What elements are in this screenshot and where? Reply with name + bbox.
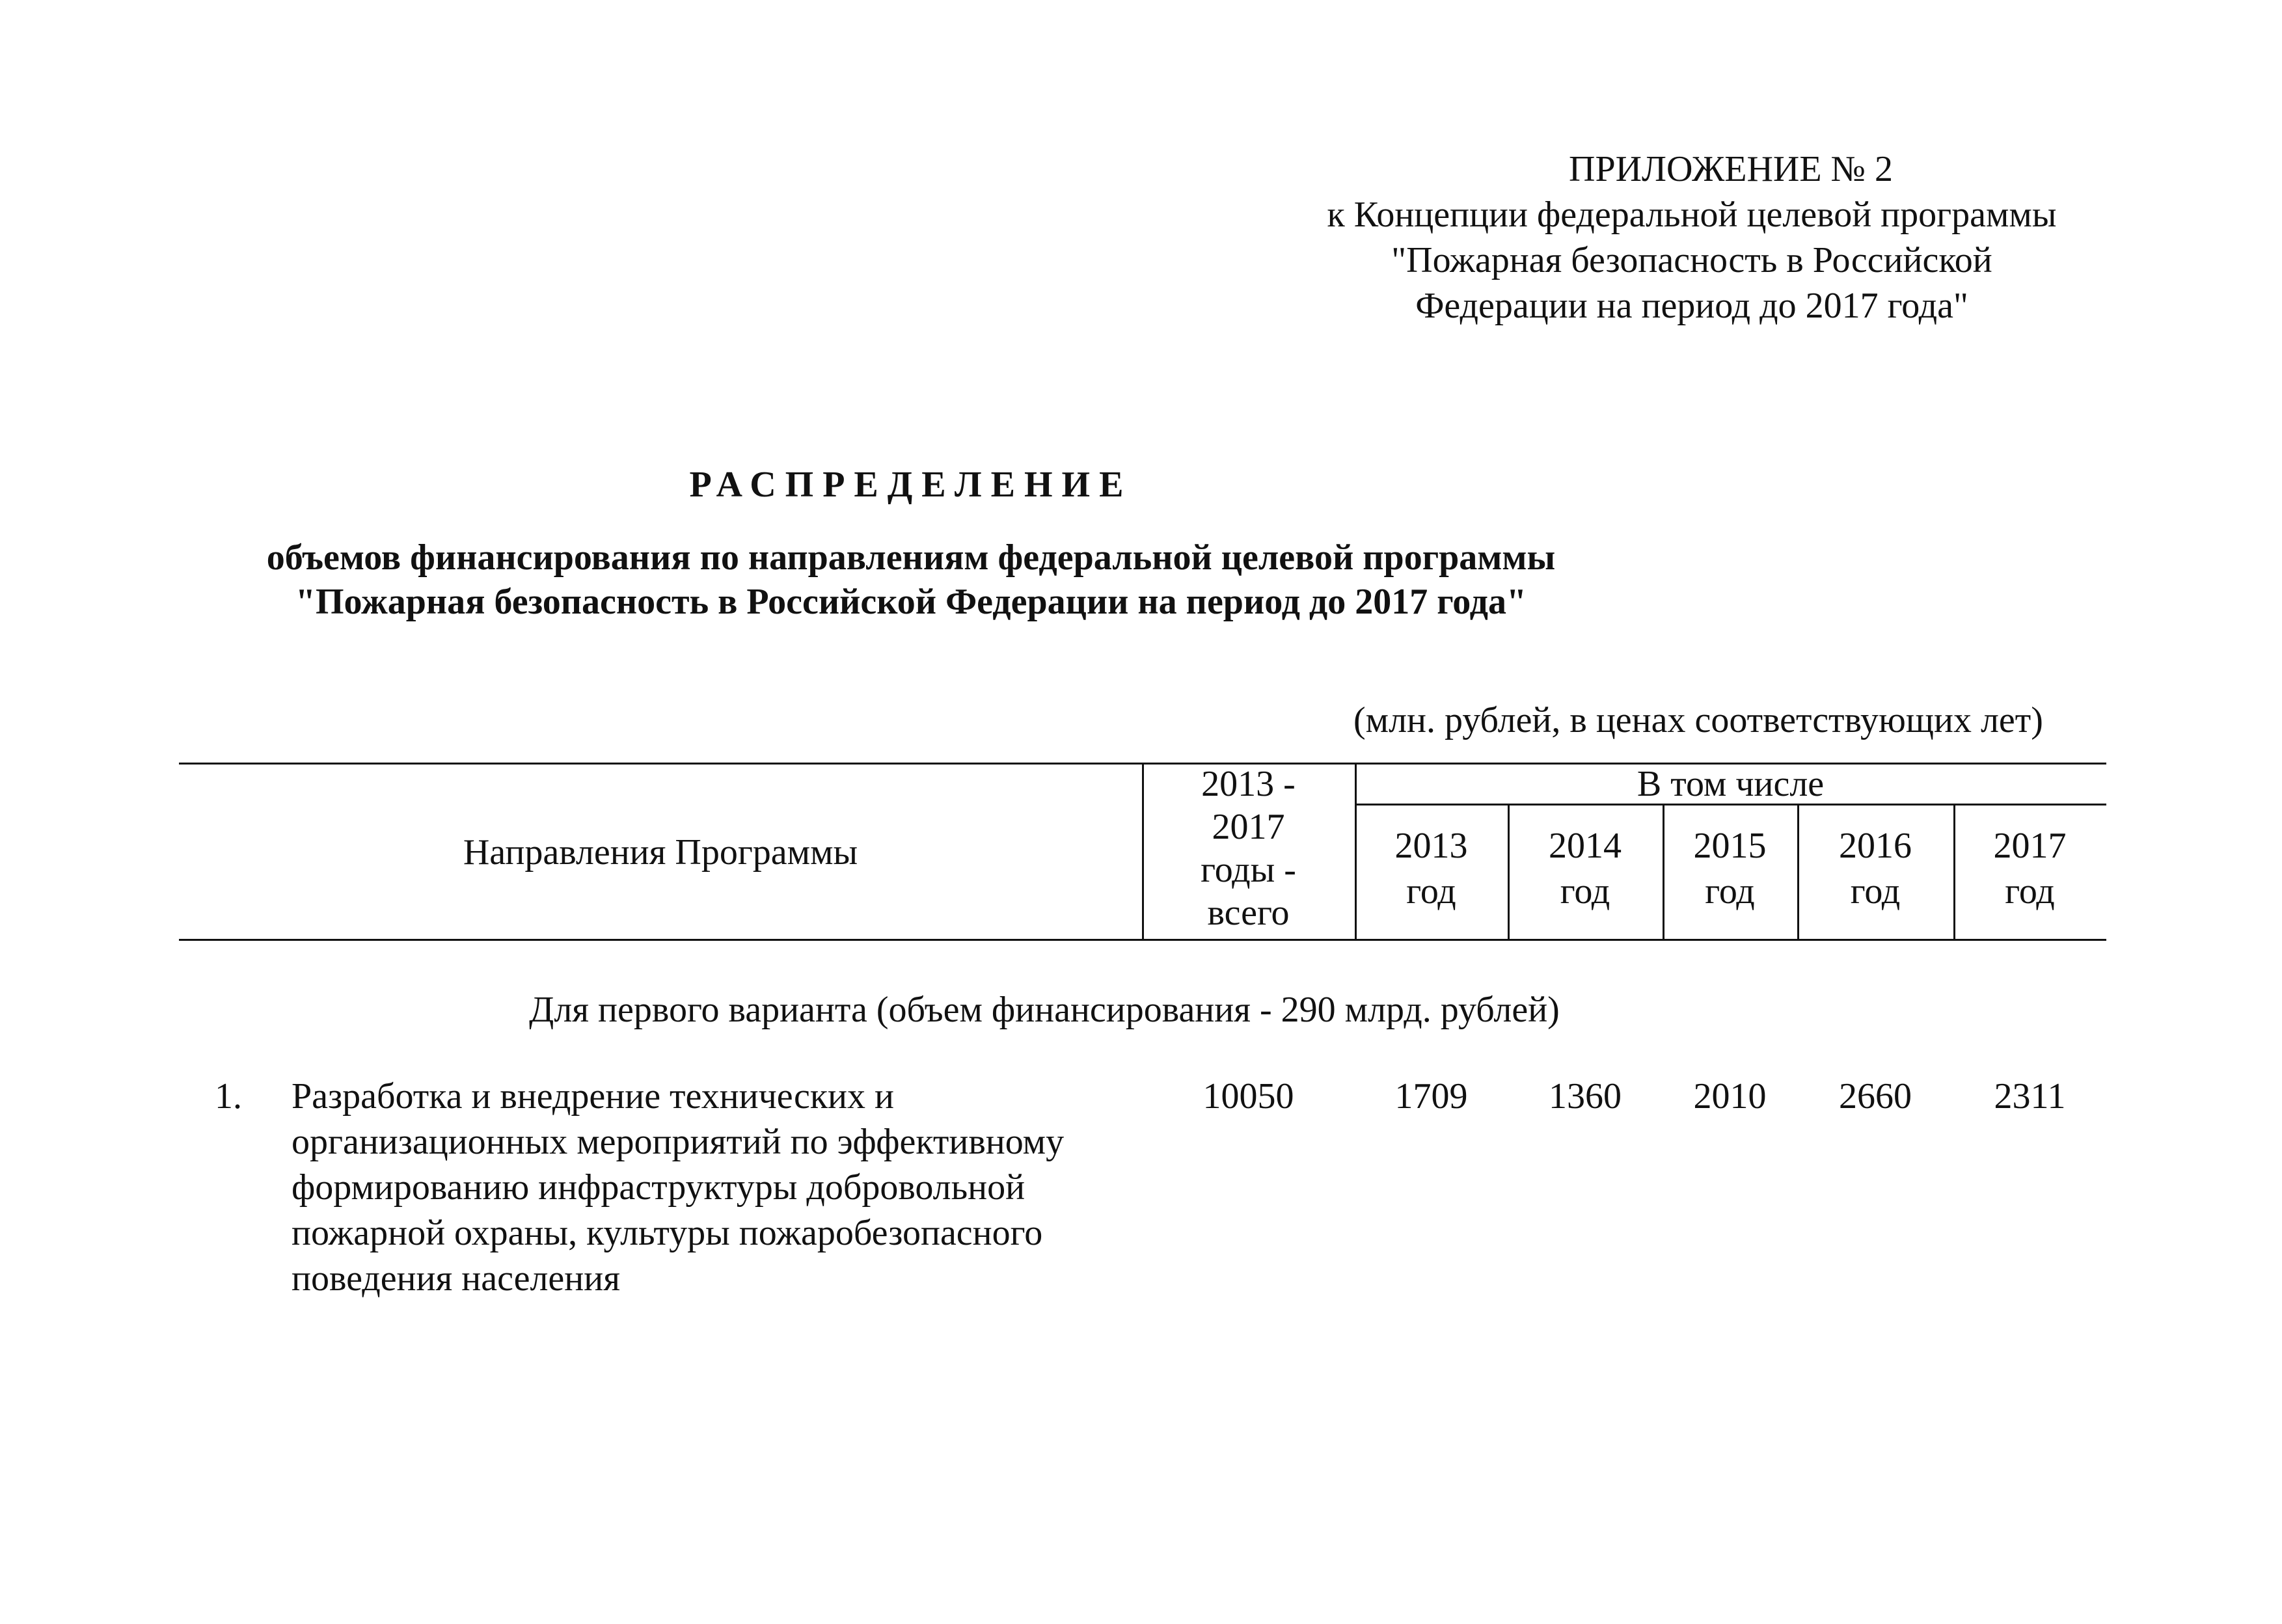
appendix-title: ПРИЛОЖЕНИЕ № 2 (1569, 149, 1893, 189)
document-title: РАСПРЕДЕЛЕНИЕ (689, 465, 1133, 505)
header-year-2014: 2014 год (1549, 826, 1622, 912)
row-value-2015: 2010 (1693, 1076, 1767, 1116)
appendix-line: "Пожарная безопасность в Российской (1391, 240, 1992, 280)
section-title: Для первого варианта (объем финансирования - 290 млрд. рублей) (529, 990, 1560, 1030)
appendix-block (1236, 146, 2147, 329)
document-subtitle-line: "Пожарная безопасность в Российской Федерации на период до 2017 года" (295, 582, 1527, 622)
header-year-2017: 2017 год (1993, 826, 2067, 912)
document-heading (0, 459, 1822, 624)
header-year-2016: 2016 год (1839, 826, 1912, 912)
row-value-2017: 2311 (1994, 1076, 2066, 1116)
header-directions: Направления Программы (463, 832, 858, 873)
row-number: 1. (215, 1076, 242, 1116)
row-value-2013: 1709 (1394, 1076, 1468, 1116)
header-year-2013: 2013 год (1394, 826, 1468, 912)
document-subtitle-line: объемов финансирования по направлениям федеральной целевой программы (266, 537, 1556, 578)
row-value-2014: 1360 (1549, 1076, 1622, 1116)
header-group-in-that-number: В том числе (1637, 764, 1825, 804)
header-total: 2013 - 2017 годы - всего (1201, 764, 1296, 933)
units-note: (млн. рублей, в ценах соответствующих лет) (1353, 700, 2043, 740)
row-total-value: 10050 (1202, 1076, 1294, 1116)
appendix-line: к Концепции федеральной целевой программы (1327, 195, 2057, 235)
header-year-2015: 2015 год (1693, 826, 1767, 912)
appendix-line: Федерации на период до 2017 года" (1415, 286, 1968, 326)
row-value-2016: 2660 (1839, 1076, 1912, 1116)
row-direction-text: Разработка и внедрение технических и организационных мероприятий по эффективному формированию инфраструктуры добровольной пожарной охраны, культуры пожаробезопасного поведения населения (292, 1076, 1065, 1299)
